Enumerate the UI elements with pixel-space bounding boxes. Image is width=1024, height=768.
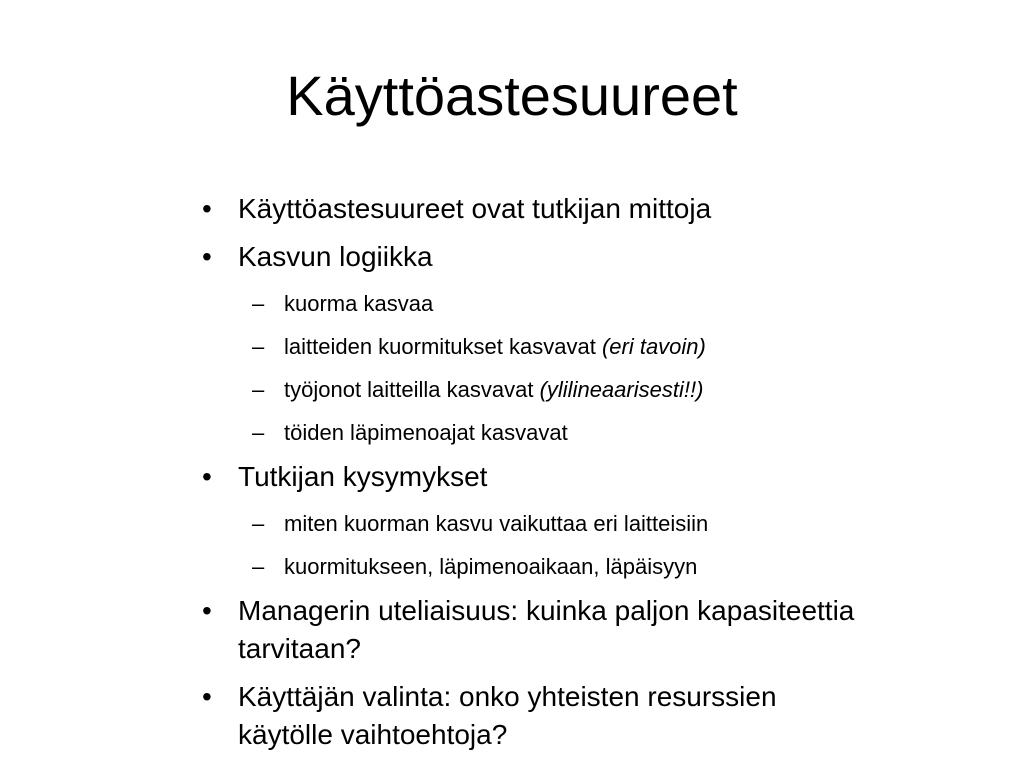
sub-bullet-item xyxy=(196,289,876,319)
sub-bullet-text: kuorma kasvaa xyxy=(284,291,434,316)
dash-icon: – xyxy=(252,420,265,445)
sub-bullet-italic: (ylilineaarisesti!!) xyxy=(539,377,704,402)
bullet-icon: • xyxy=(202,461,212,492)
bullet-icon: • xyxy=(202,681,212,712)
dash-icon: – xyxy=(252,377,265,402)
bullet-text: Tutkijan kysymykset xyxy=(238,461,488,492)
sub-bullet-text: töiden läpimenoajat kasvavat xyxy=(284,420,568,445)
bullet-item xyxy=(196,458,876,496)
bullet-text: Käyttäjän valinta: onko yhteisten resurssien käytölle vaihtoehtoja? xyxy=(238,681,777,750)
bullet-icon: • xyxy=(202,193,212,224)
slide-title: Käyttöastesuureet xyxy=(286,64,738,127)
dash-icon: – xyxy=(252,511,265,536)
sub-bullet-item xyxy=(196,418,876,448)
sub-bullet-item xyxy=(196,552,876,582)
bullet-list xyxy=(196,190,876,754)
bullet-text: Käyttöastesuureet ovat tutkijan mittoja xyxy=(238,193,712,224)
dash-icon: – xyxy=(252,334,265,359)
bullet-item xyxy=(196,238,876,276)
sub-bullet-plain: laitteiden kuormitukset kasvavat xyxy=(284,334,602,359)
sub-bullet-text xyxy=(284,332,706,362)
sub-bullet-text: kuormitukseen, läpimenoaikaan, läpäisyyn xyxy=(284,554,698,579)
dash-icon: – xyxy=(252,291,265,316)
sub-bullet-plain: työjonot laitteilla kasvavat xyxy=(284,377,540,402)
sub-bullet-text xyxy=(284,375,703,405)
sub-bullet-item xyxy=(196,509,876,539)
sub-bullet-italic: (eri tavoin) xyxy=(601,334,706,359)
sub-bullet-item xyxy=(196,375,876,405)
bullet-text: Kasvun logiikka xyxy=(238,241,433,272)
sub-bullet-item xyxy=(196,332,876,362)
bullet-item xyxy=(196,190,876,228)
sub-bullet-text: miten kuorman kasvu vaikuttaa eri laitteisiin xyxy=(284,511,709,536)
bullet-item xyxy=(196,592,876,668)
bullet-text: Managerin uteliaisuus: kuinka paljon kapasiteettia tarvitaan? xyxy=(238,595,855,664)
bullet-icon: • xyxy=(202,241,212,272)
dash-icon: – xyxy=(252,554,265,579)
bullet-item xyxy=(196,678,876,754)
bullet-icon: • xyxy=(202,595,212,626)
